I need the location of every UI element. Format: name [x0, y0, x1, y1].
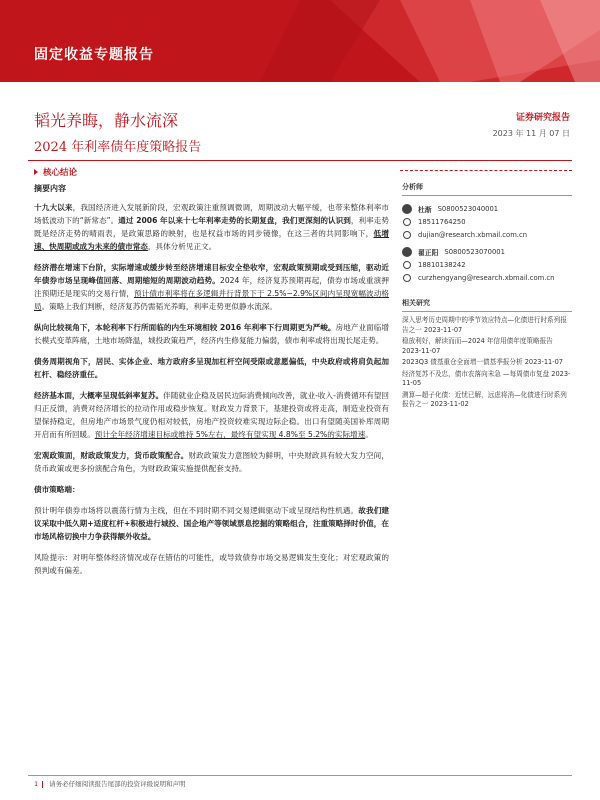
- analyst-cert: S0800523070001: [444, 247, 505, 256]
- related-report-date: 2023-11-02: [430, 400, 469, 408]
- related-report-title: 经济复苏不及忠，债市农落向未急 —每周债市复盘: [402, 369, 550, 378]
- bold-text: 通过 2006 年以来十七年利率走势的长期复盘，我们更深刻的认识到: [118, 216, 351, 225]
- report-date: 2023 年 11 月 07 日: [492, 129, 570, 138]
- related-report-item[interactable]: [402, 391, 572, 410]
- footer-disclaimer: 请务必仔细阅读报告尾部的投资评级说明和声明: [49, 780, 186, 788]
- bold-text: 十九大以来: [34, 203, 73, 212]
- core-conclusion-heading: [34, 166, 77, 178]
- bold-text: 纵向比较视角下，本轮利率下行所面临的内生环境相较 2016 年利率下行周期更为严峻。: [34, 323, 336, 332]
- analyst-cert: S0800523040001: [437, 204, 499, 213]
- page-footer: [34, 779, 186, 788]
- related-report-date: 2023-11-05: [402, 369, 571, 387]
- related-report-title: 稳放利好，解读而而—2024 年信用债年度策略报告: [402, 337, 553, 345]
- analyst-name: 翟正阳: [418, 248, 439, 257]
- body-text: 。: [365, 430, 373, 439]
- summary-column: [34, 182, 389, 585]
- analyst-email[interactable]: curzhengyang@research.xbmail.com.cn: [418, 273, 555, 282]
- related-research-heading: 相关研究: [402, 298, 572, 312]
- sidebar-column: [402, 182, 572, 412]
- email-icon: [403, 231, 411, 239]
- banner-decoration: [0, 0, 600, 82]
- analyst-card: [402, 202, 572, 241]
- body-text: 2024 年，经济复苏预期再起，债券市场或重演押注预期还是现实的交易行情，: [34, 276, 389, 298]
- underlined-text: 预计全年经济增速目标或维持 5%左右，最终有望实现 4.8%至 5.2%的实际增速: [94, 430, 366, 439]
- analyst-phone: 18511764250: [418, 217, 466, 226]
- related-report-title: 测算—超子化债：近忧已解，远虑将消—化债进行时系列报告之一: [402, 390, 567, 408]
- bold-text: 经济基本面，大概率呈现低斜率复苏。: [34, 391, 164, 400]
- bold-text: 经济潜在增速下台阶，实际增速或缓步转至经济增速目标安全垫收窄，宏观政策预期或受到压缩，驱动近年债券市场呈现峰值回落、周期缩短的周期波动趋势。: [34, 263, 389, 285]
- footer-divider: [28, 775, 572, 776]
- page-number: 1: [34, 780, 39, 788]
- analyst-card: [402, 245, 572, 284]
- related-report-title: 深入思考历史周期中的季节效应特点—化债进行时系列报告之一: [402, 316, 567, 334]
- related-report-date: 2023-11-07: [524, 358, 564, 366]
- report-title: 2024 年利率债年度策略报告: [34, 140, 202, 155]
- related-report-date: 2023-11-07: [402, 346, 441, 355]
- title-divider: [28, 160, 572, 161]
- summary-paragraph: [34, 389, 389, 441]
- report-type: 证券研究报告: [515, 113, 570, 123]
- body-text: 房地产业面临增长模式变革阵痛，土地市场降温，城投政策趋严，经济内生修复能力偏弱，债市利率或将出现长尾走势。: [34, 323, 389, 345]
- related-report-title: 2023Q3 债基重仓全面增一债基季报分析: [402, 358, 523, 366]
- bold-text: 宏观政策面，财政政策发力，货币政策配合。: [34, 451, 189, 460]
- analyst-email[interactable]: dujian@research.xbmail.com.cn: [418, 230, 528, 239]
- related-report-date: 2023-11-07: [423, 325, 463, 334]
- body-text: 伴随就业企稳及居民边际消费倾向改善，就业-收入-消费循环有望回归正反馈，消费对经济增长的拉动作用或稳步恢复。财政发力背景下，基建投资或将走高，制造业投资有望保持稳定，但房地产市场景气度仍相对较低，房地产投资较难实现边际企稳。出口有望随美国补库周期开启而有所回暖。: [34, 391, 389, 439]
- underlined-text: 预计债市利率将在多逻辑并行背景下于 2.5%~2.9%区间内呈现宽幅波动格局: [34, 289, 389, 311]
- risk-warning: 风险提示：对明年整体经济情况或存在错估的可能性，或导致债券市场交易逻辑发生变化；对宏观政策的预判或有偏差。: [34, 553, 389, 575]
- bold-text: 债务周期视角下，居民、实体企业、地方政府多呈现加杠杆空间受限或意愿偏低，中央政府或将肩负起加杠杆、稳经济重任。: [34, 357, 389, 379]
- bold-text: 故我们建议采取中低久期+适度杠杆+积极进行城投、国企地产等领域票息挖掘的策略组合，注重策略择时价值，在市场风格切换中力争获得额外收益。: [34, 506, 390, 541]
- footer-separator: [42, 781, 43, 788]
- body-text: 财政政策发力意图较为鲜明，中央财政具有较大发力空间，货币政策或更多扮演配合角色，为财政政策实施提供配套支持。: [34, 451, 390, 473]
- summary-paragraph: [34, 355, 389, 381]
- body-text: 预计明年债券市场将以震荡行情为主线，但在不同时期不同交易逻辑驱动下或呈现结构性机遇。: [34, 506, 359, 515]
- banner-title: 固定收益专题报告: [34, 47, 154, 63]
- phone-icon: [403, 218, 411, 226]
- summary-paragraph: [34, 261, 389, 313]
- header-banner: [0, 0, 600, 82]
- analysts-heading: 分析师: [402, 182, 572, 196]
- summary-paragraph: [34, 201, 389, 253]
- summary-paragraph: [34, 483, 389, 496]
- analyst-name: 杜渐: [418, 205, 432, 214]
- email-icon: [403, 274, 411, 282]
- body-text: ，具体分析见正文。: [147, 242, 217, 251]
- summary-heading: 摘要内容: [34, 184, 66, 193]
- summary-paragraph: [34, 321, 389, 347]
- person-icon: [402, 204, 412, 214]
- summary-paragraph: [34, 449, 389, 475]
- body-text: ，利率走势既是经济走势的晴雨表，是政策思路的映射，也是权益市场的同步镜像，在这三者的共同影响下，: [34, 216, 390, 238]
- related-report-item[interactable]: [402, 358, 572, 368]
- bold-text: 债市策略端：: [34, 485, 80, 494]
- triangle-marker-icon: [34, 169, 38, 175]
- related-report-item[interactable]: [402, 370, 572, 389]
- dashed-divider: [400, 170, 572, 171]
- related-report-item[interactable]: [402, 316, 572, 335]
- person-icon: [402, 247, 412, 257]
- body-text: 。策略上我们判断，经济复苏仍需韬光养晦，利率走势更似静水流深。: [41, 302, 277, 311]
- phone-icon: [403, 261, 411, 269]
- related-report-item[interactable]: [402, 337, 572, 356]
- summary-paragraph: [34, 504, 389, 543]
- report-subtitle: 韬光养晦，静水流深: [34, 111, 179, 130]
- body-text: ，我国经济进入发展新阶段，宏观政策注重预调微调，周期波动大幅平缓，也带来整体利率市场低波动下的“新常态”。: [34, 203, 390, 225]
- underlined-bold-text: 低增速、快周期或成为未来的债市常态: [34, 229, 390, 251]
- core-conclusion-label: 核心结论: [43, 168, 78, 178]
- analyst-phone: 18810138242: [418, 260, 466, 269]
